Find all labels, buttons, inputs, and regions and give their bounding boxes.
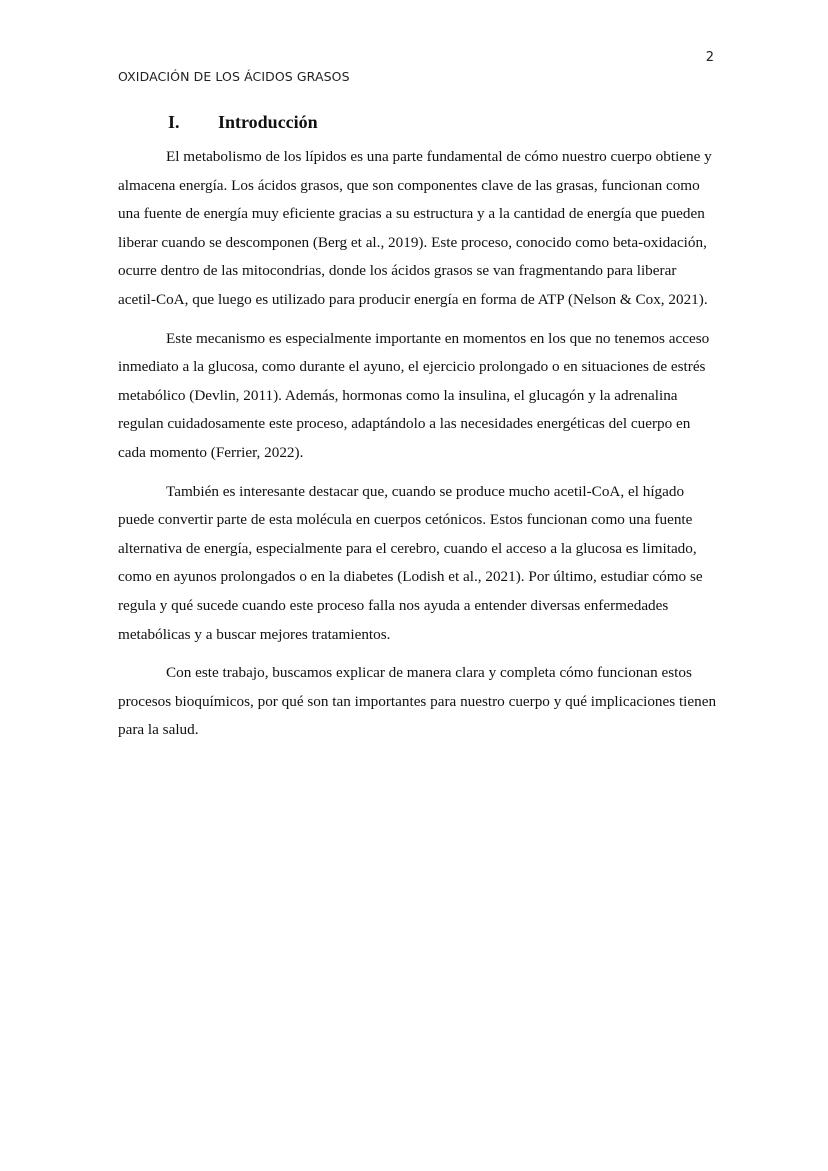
paragraph-1: El metabolismo de los lípidos es una parte fundamental de cómo nuestro cuerpo obtiene y almacena energía. Los ácidos grasos, que son componentes clave de las grasas, funcionan como una fuente de energía muy eficiente gracias a su estructura y a la cantidad de energía que pueden liberar cuando se descomponen (Berg et al., 2019). Este proceso, conocido como beta-oxidación, ocurre dentro de las mitocondrias, donde los ácidos grasos se van fragmentando para liberar acetil-CoA, que luego es utilizado para producir energía en forma de ATP (Nelson & Cox, 2021).: [118, 148, 712, 308]
paragraph-4: Con este trabajo, buscamos explicar de manera clara y completa cómo funcionan estos procesos bioquímicos, por qué son tan importantes para nuestro cuerpo y qué implicaciones tienen para la salud.: [118, 664, 717, 739]
body-text: [118, 143, 718, 755]
section-number: I.: [168, 112, 180, 133]
paragraph-3: También es interesante destacar que, cuando se produce mucho acetil-CoA, el hígado puede convertir parte de esta molécula en cuerpos cetónicos. Estos funcionan como una fuente alternativa de energía, especialmente para el cerebro, cuando el acceso a la glucosa es limitado, como en ayunos prolongados o en la diabetes (Lodish et al., 2021). Por último, estudiar cómo se regula y qué sucede cuando este proceso falla nos ayuda a entender diversas enfermedades metabólicas y a buscar mejores tratamientos.: [118, 482, 703, 643]
page-number: 2: [705, 50, 714, 65]
paragraph-2: Este mecanismo es especialmente importante en momentos en los que no tenemos acceso inmediato a la glucosa, como durante el ayuno, el ejercicio prolongado o en situaciones de estrés metabólico (Devlin, 2011). Además, hormonas como la insulina, el glucagón y la adrenalina regulan cuidadosamente este proceso, adaptándolo a las necesidades energéticas del cuerpo en cada momento (Ferrier, 2022).: [118, 329, 710, 461]
running-head: OXIDACIÓN DE LOS ÁCIDOS GRASOS: [118, 69, 350, 84]
section-title: Introducción: [218, 112, 318, 133]
section-heading: [168, 112, 318, 133]
